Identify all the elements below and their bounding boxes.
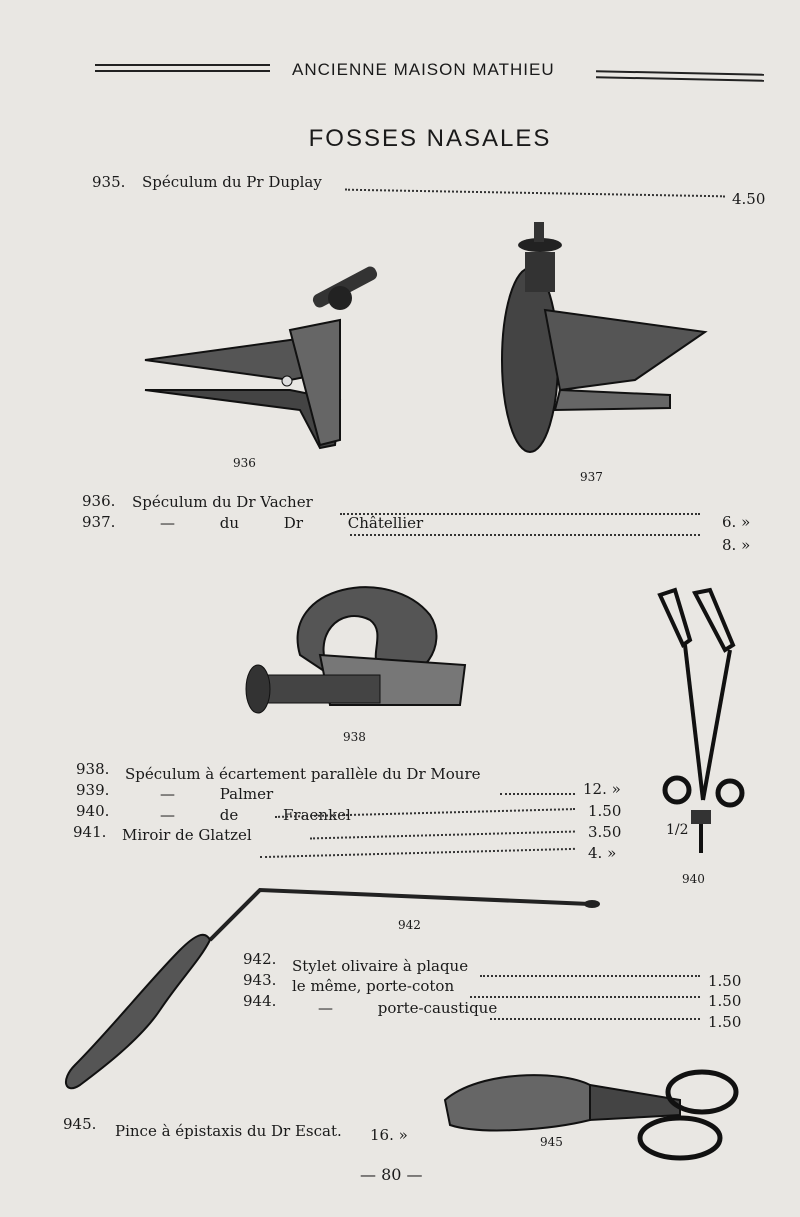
entry-937-number: 937. — [82, 513, 116, 531]
entry-939-text: — Palmer — [160, 785, 274, 803]
leader-dots — [310, 831, 575, 840]
entry-941-number: 941. — [73, 823, 107, 841]
entry-940-text: — de Fraenkel — [160, 806, 351, 824]
leader-dots — [260, 848, 575, 858]
entry-936-price: 6. » — [722, 513, 751, 531]
speculum-936-illustration — [140, 250, 390, 455]
entry-941-text: Miroir de Glatzel — [122, 826, 252, 844]
leader-dots — [470, 996, 700, 998]
speculum-938-illustration — [240, 575, 470, 725]
entry-941-price: 4. » — [588, 844, 617, 862]
page-number: — 80 — — [360, 1165, 423, 1184]
entry-943-text: le même, porte-coton — [292, 977, 455, 995]
entry-940-number: 940. — [76, 802, 110, 820]
entry-944-number: 944. — [243, 992, 277, 1010]
entry-936-number: 936. — [82, 492, 116, 510]
entry-937-price: 8. » — [722, 536, 751, 554]
entry-936-text: Spéculum du Dr Vacher — [132, 493, 313, 511]
entry-943-number: 943. — [243, 971, 277, 989]
entry-942-number: 942. — [243, 950, 277, 968]
forceps-945-illustration — [440, 1060, 740, 1170]
entry-942-text: Stylet olivaire à plaque — [292, 957, 469, 975]
leader-dots — [350, 534, 700, 536]
entry-938-number: 938. — [76, 760, 110, 778]
leader-dots — [340, 513, 700, 515]
entry-938-price: 12. » — [583, 780, 621, 798]
caption-942: 942 — [398, 918, 421, 932]
entry-940-price: 3.50 — [588, 823, 622, 841]
speculum-937-illustration — [485, 220, 710, 460]
entry-945-price: 16. » — [370, 1126, 408, 1144]
entry-938-text: Spéculum à écartement parallèle du Dr Moure — [125, 765, 481, 783]
entry-935-price: 4.50 — [732, 190, 766, 208]
entry-935-text: Spéculum du Pr Duplay — [142, 173, 322, 191]
caption-937: 937 — [580, 470, 603, 484]
caption-940: 940 — [682, 872, 705, 886]
caption-938: 938 — [343, 730, 366, 744]
section-title: FOSSES NASALES — [308, 125, 552, 152]
entry-944-text: — porte-caustique — [318, 999, 498, 1017]
entry-944-price: 1.50 — [708, 1013, 742, 1031]
caption-scale: 1/2 — [666, 822, 689, 838]
header-rule-right — [596, 70, 764, 76]
leader-dots — [480, 975, 700, 977]
entry-939-price: 1.50 — [588, 802, 622, 820]
caption-945: 945 — [540, 1135, 563, 1149]
leader-dots — [345, 189, 725, 198]
entry-939-number: 939. — [76, 781, 110, 799]
header-rule-right-2 — [596, 76, 764, 82]
page-header: ANCIENNE MAISON MATHIEU — [292, 60, 555, 79]
leader-dots — [500, 793, 575, 795]
entry-943-price: 1.50 — [708, 992, 742, 1010]
caption-936: 936 — [233, 456, 256, 470]
entry-935-number: 935. — [92, 173, 126, 191]
entry-945-number: 945. — [63, 1115, 97, 1133]
entry-945-text: Pince à épistaxis du Dr Escat. — [115, 1122, 342, 1140]
entry-937-text: — du Dr Châtellier — [160, 514, 424, 532]
header-rule-left — [95, 64, 270, 66]
header-rule-left-2 — [95, 70, 270, 72]
entry-942-price: 1.50 — [708, 972, 742, 990]
leader-dots — [490, 1018, 700, 1020]
